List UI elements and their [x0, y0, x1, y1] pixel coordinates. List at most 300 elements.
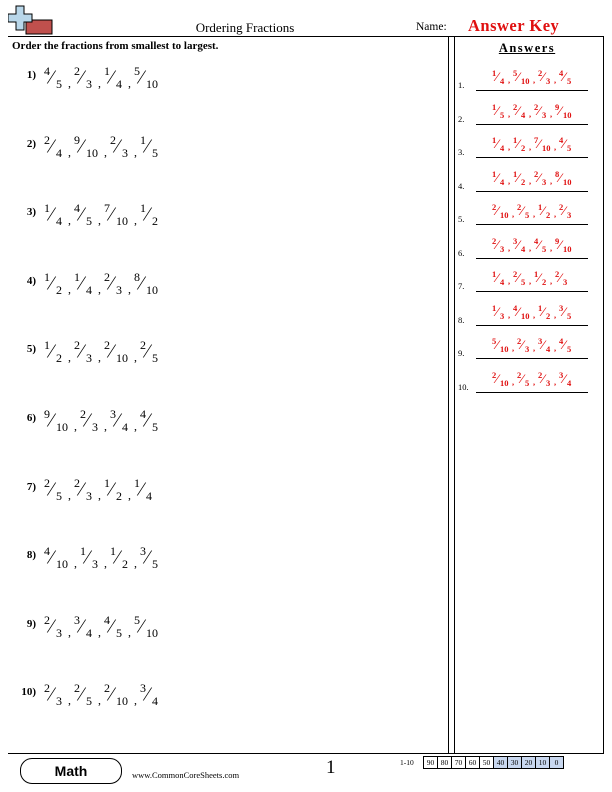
answers-title: Answers [498, 41, 556, 55]
numerator: 2 [538, 369, 543, 380]
answer-number: 8. [458, 314, 465, 325]
numerator: 2 [555, 269, 560, 279]
numerator: 3 [559, 369, 564, 380]
fraction [555, 265, 571, 293]
denominator: 2 [56, 351, 62, 366]
comma: , [68, 144, 71, 159]
answer-number: 9. [458, 348, 465, 358]
numerator: 2 [513, 269, 518, 279]
numerator: 1 [140, 201, 146, 216]
numerator: 3 [538, 336, 543, 346]
numerator: 9 [555, 235, 560, 246]
comma: , [529, 242, 532, 253]
fraction [517, 366, 536, 394]
fraction-slash: ⁄ [559, 102, 562, 118]
problem-number: 7) [26, 480, 36, 493]
comma: , [68, 213, 71, 228]
fraction-row [44, 405, 164, 445]
numerator: 3 [513, 235, 518, 246]
denominator: 2 [546, 310, 551, 321]
fraction [104, 611, 128, 645]
fraction-slash: ⁄ [80, 477, 84, 500]
comma: , [554, 376, 557, 387]
fraction-slash: ⁄ [559, 169, 562, 185]
fraction [74, 62, 98, 96]
numerator: 5 [134, 64, 140, 78]
denominator: 2 [122, 557, 128, 572]
fraction-slash: ⁄ [50, 340, 54, 363]
fraction [538, 198, 557, 226]
denominator: 4 [500, 143, 505, 153]
denominator: 5 [56, 77, 62, 91]
fraction-row [44, 474, 158, 514]
numerator: 1 [74, 269, 80, 284]
numerator: 1 [538, 302, 543, 313]
denominator: 4 [56, 214, 62, 229]
fraction-slash: ⁄ [563, 203, 566, 218]
denominator: 10 [146, 77, 158, 91]
fraction-slash: ⁄ [542, 69, 545, 84]
fraction-slash: ⁄ [563, 69, 566, 84]
denominator: 5 [116, 625, 122, 640]
comma: , [529, 276, 532, 286]
problem-number: 10) [21, 686, 36, 699]
denominator: 2 [152, 214, 158, 229]
fraction-slash: ⁄ [50, 614, 54, 637]
fraction-slash: ⁄ [146, 683, 150, 706]
fraction [559, 366, 575, 394]
numerator: 2 [104, 269, 110, 284]
denominator: 3 [86, 488, 92, 503]
fraction [74, 474, 98, 508]
fraction-slash: ⁄ [50, 271, 54, 294]
numerator: 1 [513, 168, 518, 179]
comma: , [74, 556, 77, 571]
fraction [492, 98, 511, 126]
fraction-slash: ⁄ [110, 340, 114, 363]
fraction [513, 299, 536, 327]
answer-fraction-row [492, 265, 571, 293]
numerator: 2 [74, 64, 80, 78]
numerator: 2 [538, 68, 543, 78]
fraction-slash: ⁄ [50, 546, 54, 569]
comma: , [508, 108, 511, 119]
numerator: 2 [517, 336, 522, 346]
fraction-slash: ⁄ [80, 65, 84, 88]
fraction [538, 64, 557, 92]
comma: , [98, 350, 101, 365]
fraction [492, 165, 511, 193]
answer-number: 3. [458, 147, 465, 157]
denominator: 5 [86, 694, 92, 709]
numerator: 2 [44, 132, 50, 147]
denominator: 10 [116, 351, 128, 366]
numerator: 5 [134, 612, 140, 627]
fraction-slash: ⁄ [517, 169, 520, 185]
problem-item [18, 611, 438, 651]
numerator: 3 [74, 612, 80, 627]
comma: , [134, 556, 137, 571]
denominator: 10 [56, 420, 68, 434]
score-row [424, 757, 564, 769]
fraction [44, 336, 68, 370]
fraction [534, 232, 553, 260]
fraction [110, 405, 134, 439]
fraction-slash: ⁄ [538, 236, 541, 252]
fraction-slash: ⁄ [110, 477, 114, 500]
fraction-slash: ⁄ [80, 203, 84, 226]
fraction [492, 198, 515, 226]
fraction [513, 131, 532, 159]
numerator: 2 [534, 101, 539, 112]
fraction [74, 336, 98, 370]
fraction-row [44, 268, 164, 308]
fraction [559, 131, 575, 159]
fraction-slash: ⁄ [140, 614, 144, 637]
comma: , [529, 175, 532, 186]
numerator: 1 [538, 202, 543, 212]
fraction-row [44, 611, 164, 651]
denominator: 10 [500, 377, 509, 388]
score-cell: 20 [522, 757, 536, 769]
comma: , [508, 276, 511, 286]
denominator: 5 [152, 557, 158, 572]
numerator: 1 [44, 269, 50, 284]
fraction-slash: ⁄ [517, 102, 520, 118]
fraction [74, 268, 98, 302]
fraction-slash: ⁄ [542, 370, 545, 386]
fraction [74, 199, 98, 233]
numerator: 4 [44, 544, 50, 559]
fraction [140, 542, 164, 576]
numerator: 1 [492, 101, 497, 112]
fraction [44, 268, 68, 302]
numerator: 2 [74, 338, 80, 353]
answer-item [458, 232, 598, 262]
comma: , [533, 343, 536, 353]
score-cell: 60 [466, 757, 480, 769]
numerator: 1 [104, 475, 110, 490]
score-cell: 80 [438, 757, 452, 769]
fraction-slash: ⁄ [110, 614, 114, 637]
fraction-slash: ⁄ [563, 303, 566, 319]
fraction [140, 679, 164, 713]
comma: , [128, 76, 131, 90]
answer-item [458, 165, 598, 195]
fraction-slash: ⁄ [80, 614, 84, 637]
numerator: 4 [513, 302, 518, 313]
denominator: 3 [567, 210, 572, 220]
numerator: 2 [44, 612, 50, 627]
fraction [513, 165, 532, 193]
denominator: 10 [521, 76, 530, 86]
denominator: 10 [116, 214, 128, 229]
fraction [559, 198, 575, 226]
answer-item [458, 299, 598, 329]
fraction [492, 64, 511, 92]
numerator: 4 [74, 201, 80, 216]
fraction [492, 366, 515, 394]
fraction-row [44, 336, 164, 376]
denominator: 2 [521, 176, 526, 187]
comma: , [128, 281, 131, 296]
numerator: 4 [140, 407, 146, 421]
denominator: 4 [122, 420, 128, 434]
denominator: 10 [563, 243, 572, 254]
denominator: 5 [521, 277, 526, 287]
fraction [74, 679, 98, 713]
fraction-slash: ⁄ [50, 203, 54, 226]
comma: , [550, 108, 553, 119]
comma: , [134, 419, 137, 433]
denominator: 5 [152, 145, 158, 160]
denominator: 3 [500, 243, 505, 254]
fraction-slash: ⁄ [542, 303, 545, 319]
comma: , [554, 75, 557, 85]
fraction [492, 232, 511, 260]
numerator: 1 [534, 269, 539, 279]
score-cell: 90 [424, 757, 438, 769]
comma: , [554, 309, 557, 320]
problem-item [18, 131, 438, 171]
fraction [513, 64, 536, 92]
score-cell: 30 [508, 757, 522, 769]
denominator: 4 [567, 377, 572, 388]
denominator: 10 [146, 625, 158, 640]
fraction-slash: ⁄ [517, 236, 520, 252]
comma: , [533, 309, 536, 320]
denominator: 5 [567, 310, 572, 321]
answer-fraction-row [492, 299, 575, 327]
numerator: 1 [110, 544, 116, 559]
comma: , [128, 624, 131, 639]
comma: , [508, 175, 511, 186]
numerator: 1 [44, 338, 50, 353]
denominator: 10 [116, 694, 128, 709]
site-url: www.CommonCoreSheets.com [132, 770, 240, 780]
numerator: 4 [559, 336, 564, 346]
problem-number: 5) [26, 343, 36, 356]
fraction-slash: ⁄ [50, 408, 54, 431]
numerator: 2 [44, 681, 50, 696]
denominator: 3 [525, 344, 530, 354]
comma: , [554, 209, 557, 219]
problem-item [18, 405, 438, 445]
numerator: 2 [534, 168, 539, 179]
fraction [555, 98, 575, 126]
fraction-slash: ⁄ [521, 370, 524, 386]
fraction [517, 332, 536, 360]
fraction [44, 405, 74, 439]
fraction-slash: ⁄ [80, 340, 84, 363]
denominator: 10 [86, 145, 98, 160]
problem-number: 8) [26, 549, 36, 562]
numerator: 9 [44, 407, 50, 421]
answer-item [458, 198, 598, 228]
fraction-slash: ⁄ [538, 270, 541, 285]
page-number: 1 [326, 757, 336, 778]
denominator: 4 [152, 694, 158, 709]
fraction [104, 679, 134, 713]
answer-fraction-row [492, 198, 575, 226]
fraction-slash: ⁄ [496, 370, 499, 386]
instructions: Order the fractions from smallest to largest. [12, 40, 219, 52]
denominator: 3 [86, 351, 92, 366]
fraction-slash: ⁄ [538, 136, 541, 151]
fraction-slash: ⁄ [496, 169, 499, 185]
numerator: 2 [517, 369, 522, 380]
fraction-slash: ⁄ [140, 271, 144, 294]
fraction [104, 199, 134, 233]
denominator: 3 [92, 420, 98, 434]
numerator: 1 [492, 68, 497, 78]
denominator: 5 [542, 243, 547, 254]
comma: , [508, 242, 511, 253]
fraction [559, 332, 575, 360]
subject-badge: Math [20, 758, 122, 784]
score-cell: 70 [452, 757, 466, 769]
comma: , [529, 108, 532, 119]
footer-rule [8, 753, 604, 754]
numerator: 3 [110, 407, 116, 421]
score-cell: 40 [494, 757, 508, 769]
denominator: 5 [525, 377, 530, 388]
denominator: 5 [152, 420, 158, 434]
comma: , [68, 76, 71, 90]
fraction [140, 336, 164, 370]
fraction-slash: ⁄ [80, 271, 84, 294]
fraction-slash: ⁄ [496, 337, 499, 352]
denominator: 4 [521, 243, 526, 254]
right-border [603, 37, 604, 753]
answer-fraction-row [492, 131, 575, 159]
denominator: 5 [56, 488, 62, 503]
numerator: 7 [534, 135, 539, 145]
denominator: 5 [567, 143, 572, 153]
answer-item [458, 131, 598, 161]
comma: , [554, 343, 557, 353]
fraction-slash: ⁄ [517, 303, 520, 319]
comma: , [512, 343, 515, 353]
score-cell: 50 [480, 757, 494, 769]
comma: , [533, 75, 536, 85]
comma: , [134, 213, 137, 228]
fraction-slash: ⁄ [86, 546, 90, 569]
score-cell: 10 [536, 757, 550, 769]
answer-number: 2. [458, 113, 465, 124]
numerator: 2 [104, 338, 110, 353]
fraction-slash: ⁄ [50, 134, 54, 157]
denominator: 3 [86, 77, 92, 91]
numerator: 2 [104, 681, 110, 696]
fraction-slash: ⁄ [140, 477, 144, 500]
numerator: 2 [559, 202, 564, 212]
denominator: 3 [542, 109, 547, 120]
fraction [44, 542, 74, 576]
denominator: 10 [500, 344, 509, 354]
fraction [80, 542, 104, 576]
numerator: 3 [140, 544, 146, 559]
worksheet-title: Ordering Fractions [195, 20, 295, 35]
fraction-slash: ⁄ [563, 136, 566, 151]
fraction-slash: ⁄ [496, 203, 499, 218]
fraction-slash: ⁄ [542, 337, 545, 352]
fraction [492, 332, 515, 360]
comma: , [134, 144, 137, 159]
fraction-slash: ⁄ [496, 69, 499, 84]
numerator: 5 [513, 68, 518, 78]
comma: , [68, 693, 71, 708]
fraction [44, 62, 68, 96]
denominator: 4 [146, 488, 152, 503]
fraction-slash: ⁄ [496, 102, 499, 118]
denominator: 10 [500, 210, 509, 220]
numerator: 9 [555, 101, 560, 112]
answer-item [458, 98, 598, 128]
comma: , [98, 213, 101, 228]
fraction [538, 332, 557, 360]
numerator: 1 [492, 135, 497, 145]
denominator: 4 [521, 109, 526, 120]
answer-item [458, 366, 598, 396]
denominator: 5 [567, 76, 572, 86]
numerator: 1 [492, 168, 497, 179]
problem-item [18, 542, 438, 582]
fraction-row [44, 131, 164, 171]
fraction-slash: ⁄ [559, 236, 562, 252]
comma: , [104, 556, 107, 571]
fraction [110, 542, 134, 576]
fraction [44, 611, 68, 645]
problem-item [18, 62, 438, 102]
fraction-slash: ⁄ [86, 408, 90, 431]
fraction [134, 62, 164, 96]
fraction-slash: ⁄ [110, 271, 114, 294]
denominator: 4 [500, 176, 505, 187]
fraction [134, 474, 158, 508]
denominator: 3 [116, 282, 122, 297]
comma: , [74, 419, 77, 433]
denominator: 3 [563, 277, 568, 287]
denominator: 4 [500, 76, 505, 86]
fraction [140, 405, 164, 439]
fraction-slash: ⁄ [116, 546, 120, 569]
fraction [492, 265, 511, 293]
fraction-slash: ⁄ [542, 203, 545, 218]
fraction-slash: ⁄ [521, 203, 524, 218]
problem-number: 2) [26, 137, 36, 150]
denominator: 3 [546, 377, 551, 388]
numerator: 7 [104, 201, 110, 216]
denominator: 4 [546, 344, 551, 354]
denominator: 3 [56, 694, 62, 709]
fraction [559, 64, 575, 92]
fraction-slash: ⁄ [496, 270, 499, 285]
comma: , [512, 209, 515, 219]
numerator: 2 [74, 681, 80, 696]
fraction-slash: ⁄ [559, 270, 562, 285]
denominator: 4 [116, 77, 122, 91]
fraction-slash: ⁄ [517, 270, 520, 285]
fraction-slash: ⁄ [517, 136, 520, 151]
fraction [492, 299, 511, 327]
fraction [44, 474, 68, 508]
denominator: 5 [500, 109, 505, 120]
fraction-slash: ⁄ [563, 337, 566, 352]
numerator: 4 [559, 135, 564, 145]
denominator: 2 [521, 143, 526, 153]
numerator: 2 [513, 101, 518, 112]
